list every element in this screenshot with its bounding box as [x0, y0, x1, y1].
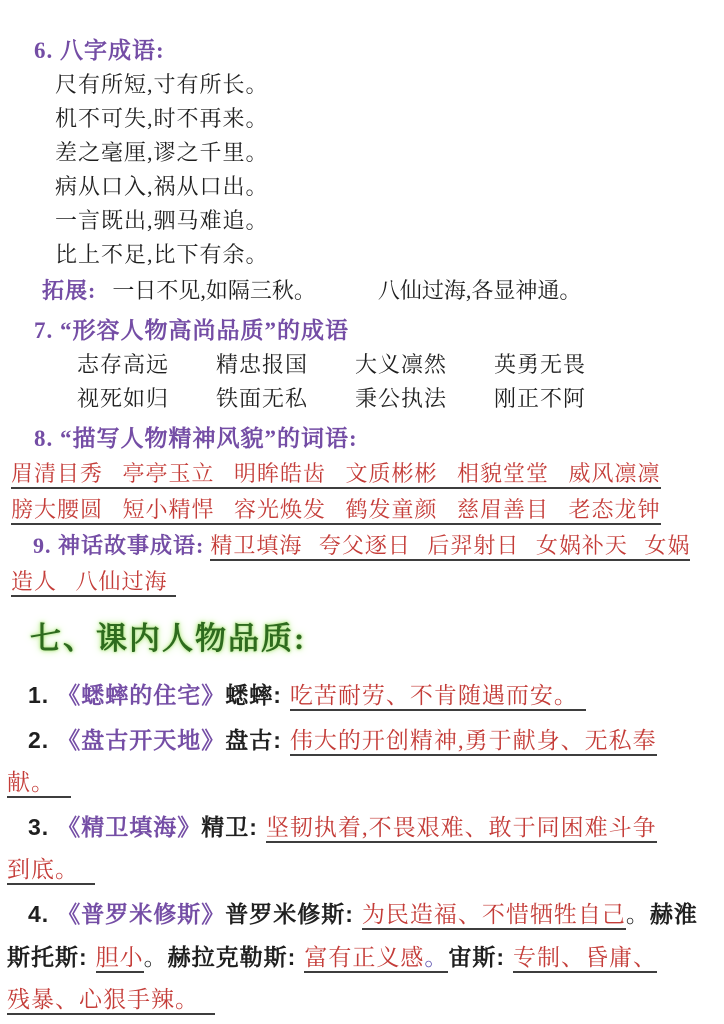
- section9-label: 9. 神话故事成语:: [33, 533, 205, 558]
- red-underlined-text: 伟大的开创精神,勇于献身、无私奉: [290, 728, 657, 756]
- text-line: [7, 893, 724, 936]
- item-number: 4.: [28, 901, 50, 927]
- appearance-words-line: [11, 492, 724, 528]
- list-item: [0, 719, 724, 804]
- idiom-pair-line: 一言既出,驷马难追。: [55, 208, 269, 233]
- character-name: 宙斯:: [448, 944, 506, 970]
- idiom: 刚正不阿: [494, 386, 587, 411]
- text-line: [7, 936, 724, 979]
- idiom: 英勇无畏: [494, 352, 587, 377]
- red-underlined-text: 专制、昏庸、: [513, 945, 657, 973]
- section6-heading: 6. 八字成语:: [34, 38, 165, 63]
- red-underlined-text: 眉清目秀 亭亭玉立 明眸皓齿 文质彬彬 相貌堂堂 威风凛凛: [11, 461, 661, 489]
- purple-period: 。: [424, 945, 448, 973]
- extension-row: [42, 274, 724, 308]
- book-title: 《普罗米修斯》: [57, 901, 226, 927]
- extension-idiom-first: 一日不见,如隔三秋。: [112, 278, 316, 303]
- red-underlined-text: 富有正义感: [304, 945, 424, 973]
- book-title: 《盘古开天地》: [57, 727, 226, 753]
- idiom-pair-line: 机不可失,时不再来。: [55, 106, 269, 131]
- character-name: 普罗米修斯:: [225, 901, 354, 927]
- idiom-pair-line: 差之毫厘,谬之千里。: [55, 140, 269, 165]
- idiom-grid-row: [77, 382, 724, 416]
- black-text: 。: [143, 945, 168, 970]
- book-title: 《蟋蟀的住宅》: [57, 682, 226, 708]
- red-underlined-text: 到底。: [7, 857, 95, 885]
- idiom-grid-row: [77, 348, 724, 382]
- character-name: 盘古:: [225, 727, 282, 753]
- idiom: 铁面无私: [216, 386, 309, 411]
- idiom-pair-line: 病从口入,祸从口出。: [55, 174, 269, 199]
- text-line: [7, 979, 724, 1021]
- character-name: 蟋蟀:: [225, 682, 282, 708]
- red-underlined-text: 吃苦耐劳、不肯随遇而安。: [290, 683, 586, 711]
- text-line: [7, 849, 724, 891]
- text-line: [7, 806, 724, 849]
- book-title: 《精卫填海》: [57, 814, 202, 840]
- idiom: 志存高远: [77, 352, 170, 377]
- idiom: 精忠报国: [216, 352, 309, 377]
- red-underlined-text: 为民造福、不惜牺牲自己: [362, 902, 626, 930]
- idiom: 秉公执法: [355, 386, 448, 411]
- list-item: [0, 674, 724, 717]
- myth-idioms-line2: [11, 564, 724, 600]
- list-item: [0, 806, 724, 891]
- text-line: [7, 674, 724, 717]
- text-line: [7, 719, 724, 762]
- red-underlined-text: 献。: [7, 770, 71, 798]
- section8-heading: 8. “描写人物精神风貌”的词语:: [34, 426, 358, 451]
- part-title: 七、课内人物品质:: [30, 621, 307, 656]
- myth-idioms-line1: [11, 528, 724, 564]
- red-underlined-text: 坚韧执着,不畏艰难、敢于同困难斗争: [266, 815, 657, 843]
- character-name: 赫淮: [649, 901, 698, 927]
- idiom: 视死如归: [77, 386, 170, 411]
- red-underlined-text: 精卫填海 夸父逐日 后羿射日 女娲补天 女娲: [210, 533, 690, 561]
- text-line: [7, 762, 724, 804]
- character-name: 赫拉克勒斯:: [167, 944, 297, 970]
- idiom-pair-line: 比上不足,比下有余。: [55, 242, 269, 267]
- character-name: 精卫:: [201, 814, 258, 840]
- red-underlined-text: 膀大腰圆 短小精悍 容光焕发 鹤发童颜 慈眉善目 老态龙钟: [11, 497, 661, 525]
- extension-label: 拓展:: [42, 278, 97, 303]
- idiom-pair-line: 尺有所短,寸有所长。: [55, 72, 269, 97]
- list-item: [0, 893, 724, 1021]
- red-underlined-text: 造人 八仙过海: [11, 569, 176, 597]
- item-number: 2.: [28, 727, 50, 753]
- section7-heading: 7. “形容人物高尚品质”的成语: [34, 318, 349, 343]
- appearance-words-line: [11, 456, 724, 492]
- item-number: 3.: [28, 814, 50, 840]
- character-name: 斯托斯:: [7, 944, 88, 970]
- item-number: 1.: [28, 682, 50, 708]
- red-underlined-text: 胆小: [96, 945, 144, 973]
- idiom: 大义凛然: [355, 352, 448, 377]
- extension-idiom-second: 八仙过海,各显神通。: [377, 278, 582, 303]
- red-underlined-text: 残暴、心狠手辣。: [7, 987, 215, 1015]
- black-text: 。: [625, 902, 650, 927]
